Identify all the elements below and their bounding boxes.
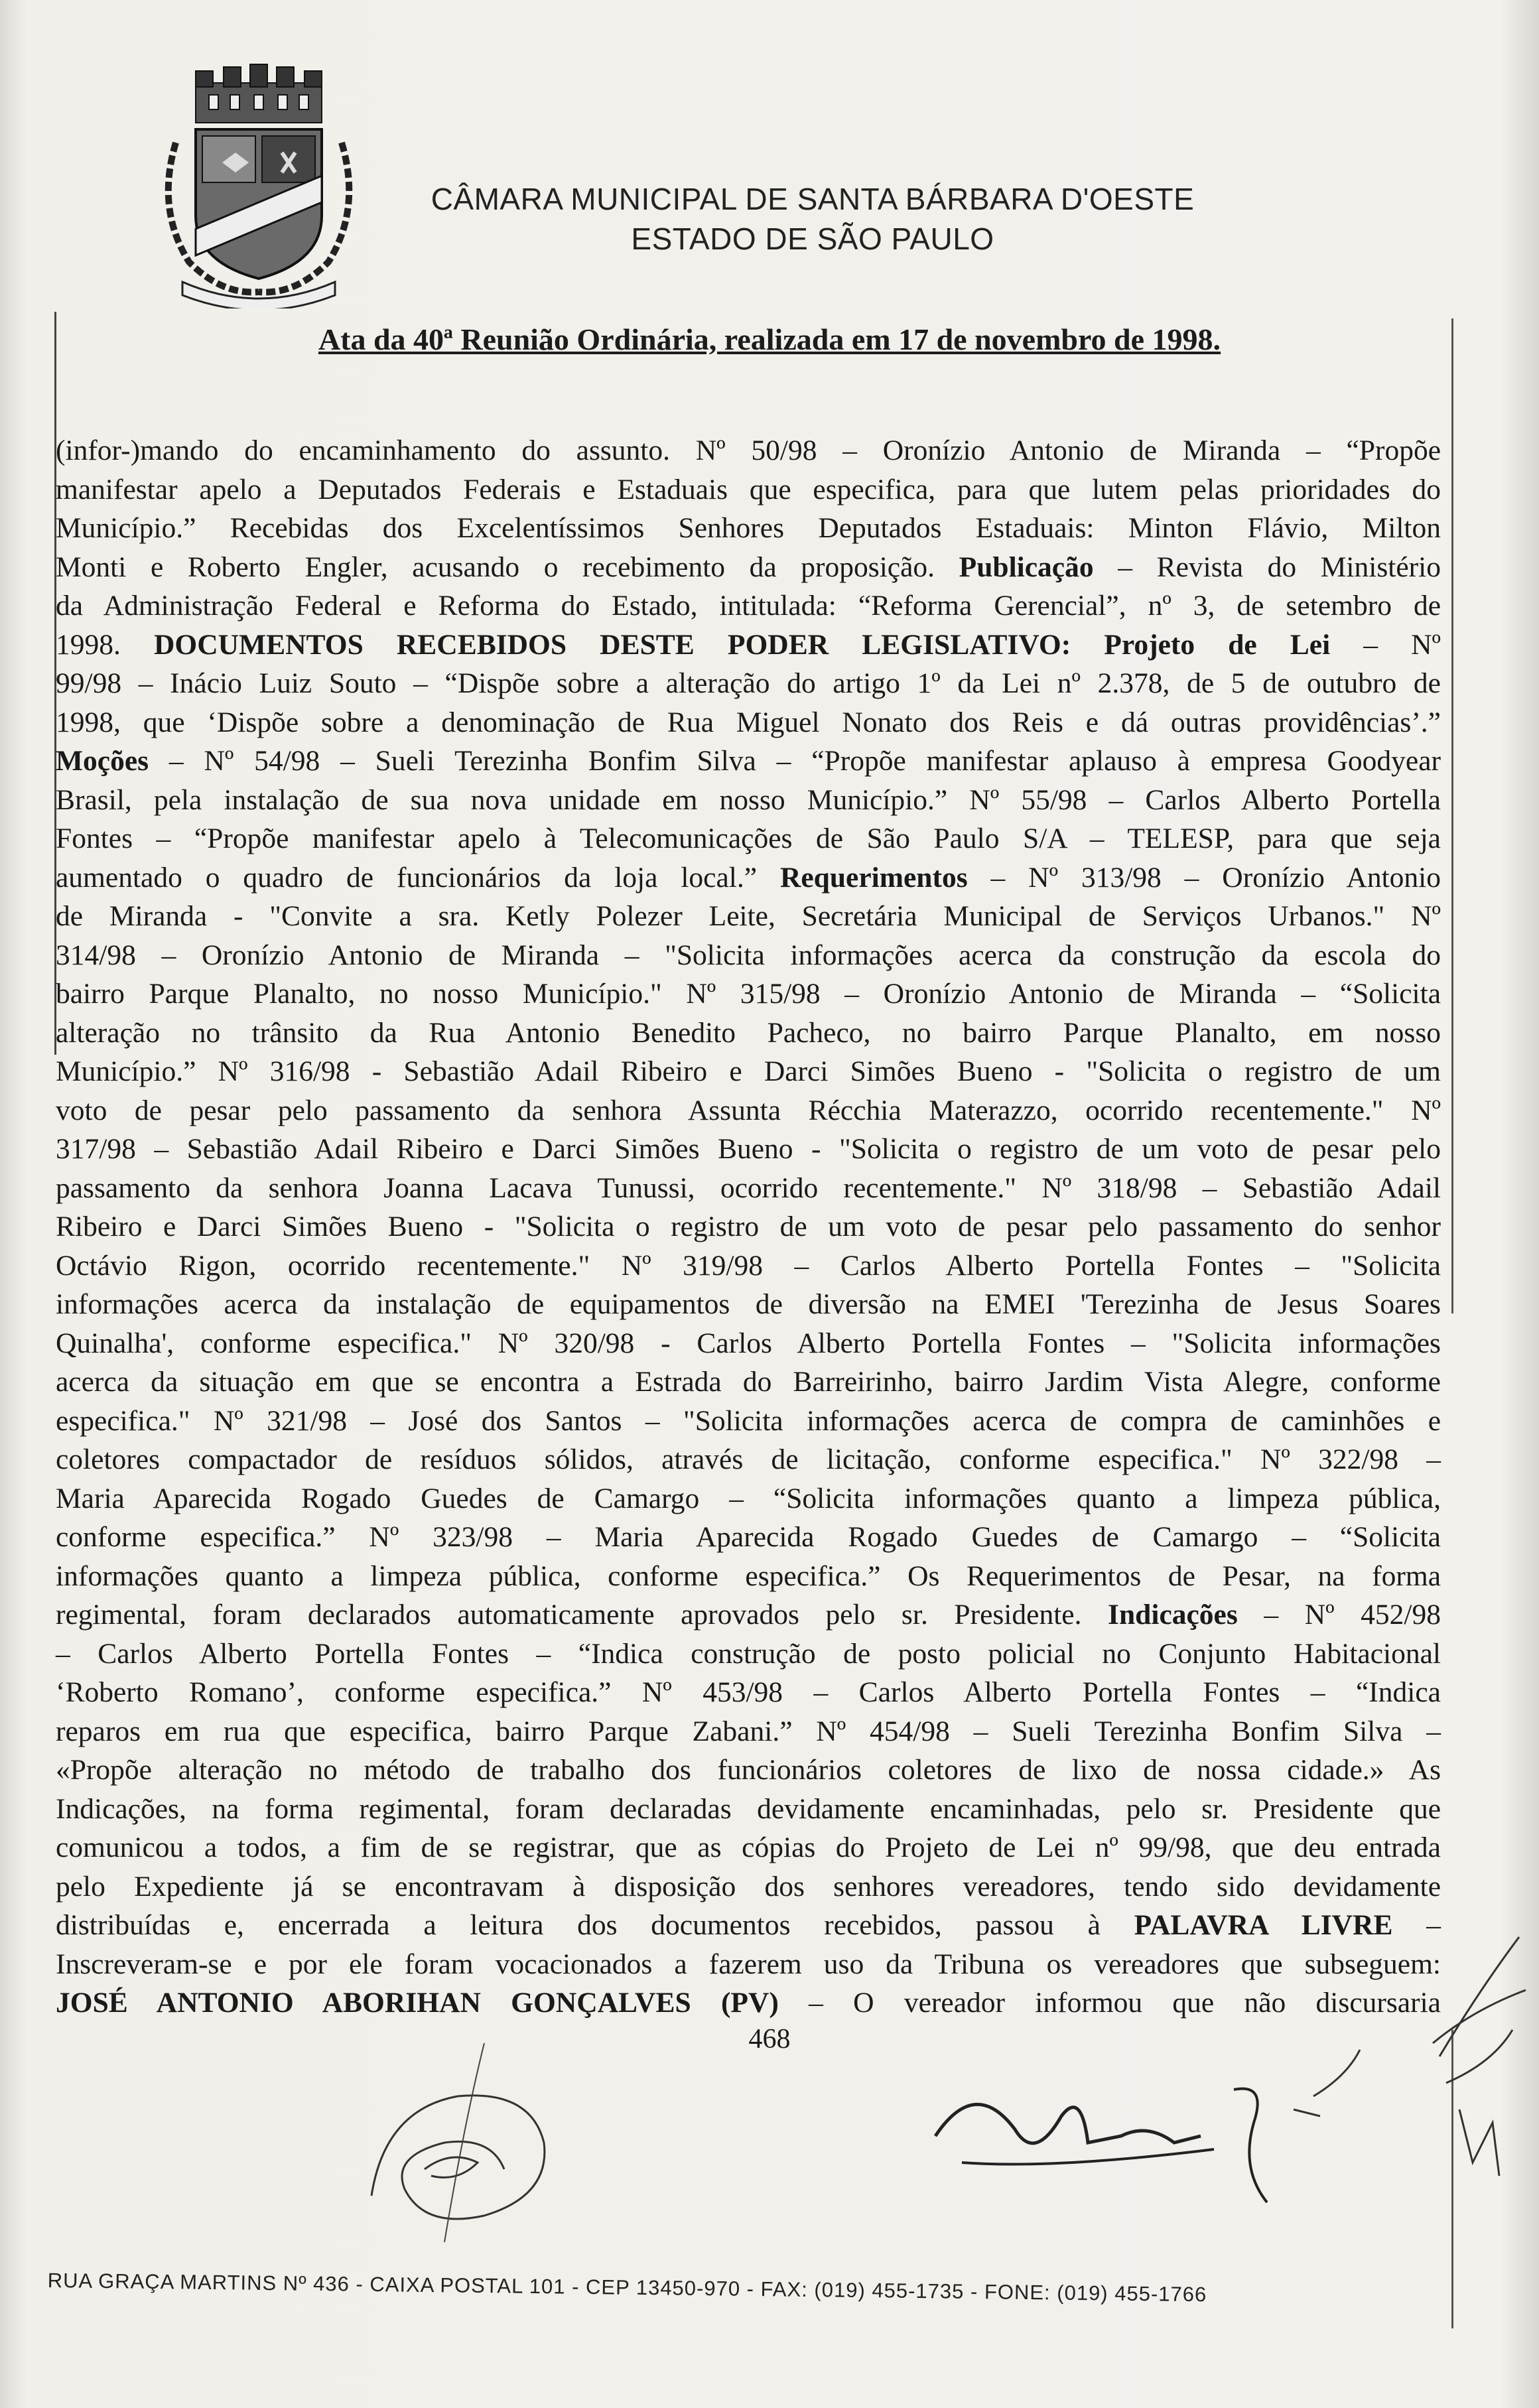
signature-2 [922,2037,1373,2222]
text-segment: – Nº 54/98 – Sueli Terezinha Bonfim Silva – “Propõe manifestar aplauso à empresa Goodyear [149,745,1441,777]
text-line [56,1635,1441,1674]
signature-1 [345,2030,624,2249]
text-line [56,1479,1441,1518]
signature-3 [1420,1910,1539,2189]
text-segment: Octávio Rigon, ocorrido recentemente." Nº 319/98 – Carlos Alberto Portella Fontes – "Solicita [56,1249,1441,1282]
text-segment: especifica." Nº 321/98 – José dos Santos – "Solicita informações acerca de compra de caminhões e [56,1404,1441,1437]
text-segment: Município.” Nº 316/98 - Sebastião Adail Ribeiro e Darci Simões Bueno - "Solicita o registro de um [56,1055,1441,1087]
bold-heading: Publicação [959,551,1094,583]
text-segment: Fontes – “Propõe manifestar apelo à Telecomunicações de São Paulo S/A – TELESP, para que seja [56,823,1441,854]
text-segment: Inscreveram-se e por ele foram vocacionados a fazerem uso da Tribuna os vereadores que subseguem: [56,1948,1441,1980]
text-segment: informações quanto a limpeza pública, conforme especifica.” Os Requerimentos de Pesar, na forma [56,1560,1441,1592]
bold-heading: Requerimentos [779,861,968,894]
text-segment: distribuídas e, encerrada a leitura dos documentos recebidos, passou à [56,1909,1134,1941]
text-line [56,1945,1441,1984]
text-segment: de Miranda - "Convite a sra. Ketly Polezer Leite, Secretária Municipal de Serviços Urbanos." Nº [56,900,1441,932]
coat-of-arms-emblem [149,63,368,308]
text-segment: coletores compactador de resíduos sólidos, através de licitação, conforme especifica." Nº 322/98 – [56,1443,1441,1475]
text-segment: «Propõe alteração no método de trabalho dos funcionários coletores de lixo de nossa cidade.» As [56,1754,1441,1786]
bold-heading: PALAVRA LIVRE [1134,1909,1393,1941]
text-line [56,897,1441,936]
text-line [56,1130,1441,1169]
text-line [56,1906,1441,1945]
text-segment: conforme especifica.” Nº 323/98 – Maria Aparecida Rogado Guedes de Camargo – “Solicita [56,1521,1441,1553]
text-segment: comunicou a todos, a fim de se registrar, que as cópias do Projeto de Lei nº 99/98, que deu entrada [56,1832,1441,1863]
text-line [56,1518,1441,1557]
text-line [56,974,1441,1014]
text-segment: 99/98 – Inácio Luiz Souto – “Dispõe sobre a alteração do artigo 1º da Lei nº 2.378, de 5 de outubro de [56,667,1441,699]
text-segment: Monti e Roberto Engler, acusando o recebimento da proposição. [56,551,959,583]
text-line [56,1363,1441,1402]
text-line [56,1402,1441,1441]
footer-address: RUA GRAÇA MARTINS Nº 436 - CAIXA POSTAL 101 - CEP 13450-970 - FAX: (019) 455-1735 - FONE: (019) 455-1766 [47,2269,1207,2307]
text-line [56,548,1441,587]
text-segment: – [1392,1909,1441,1941]
text-segment: Indicações, na forma regimental, foram declaradas devidamente encaminhadas, pelo sr. Presidente que [56,1792,1441,1825]
text-line [56,1207,1441,1246]
text-segment: manifestar apelo a Deputados Federais e Estaduais que especifica, para que lutem pelas prioridades do [56,473,1441,505]
text-segment: Maria Aparecida Rogado Guedes de Camargo – “Solicita informações quanto a limpeza pública, [56,1482,1441,1514]
text-line [56,431,1441,470]
text-segment: 1998, que ‘Dispõe sobre a denominação de Rua Miguel Nonato dos Reis e dá outras providências’.” [56,706,1441,738]
text-line [56,781,1441,820]
text-line [56,1673,1441,1712]
text-line [56,1169,1441,1208]
text-segment: – Carlos Alberto Portella Fontes – “Indica construção de posto policial no Conjunto Habitacional [56,1637,1441,1670]
text-segment: regimental, foram declarados automaticamente aprovados pelo sr. Presidente. [56,1599,1108,1631]
text-line [56,1440,1441,1479]
text-line [56,742,1441,781]
text-segment: Brasil, pela instalação de sua nova unidade em nosso Município.” Nº 55/98 – Carlos Alberto Portella [56,783,1441,816]
text-line [56,1867,1441,1906]
text-line [56,1246,1441,1286]
text-segment: – Revista do Ministério [1093,551,1441,583]
minutes-body-text [56,431,1441,2023]
text-segment: informações acerca da instalação de equipamentos de diversão na EMEI 'Terezinha de Jesus Soares [56,1288,1441,1320]
text-line [56,1790,1441,1829]
text-line [56,1595,1441,1635]
margin-rule-right [1451,318,1453,1313]
header-line-1: CÂMARA MUNICIPAL DE SANTA BÁRBARA D'OESTE [431,182,1195,216]
text-line [56,936,1441,975]
text-segment: (infor-)mando do encaminhamento do assunto. Nº 50/98 – Oronízio Antonio de Miranda – “Propõe [56,435,1441,466]
text-segment: Município.” Recebidas dos Excelentíssimos Senhores Deputados Estaduais: Minton Flávio, Milton [56,512,1441,544]
text-line [56,1324,1441,1363]
text-segment: ‘Roberto Romano’, conforme especifica.” Nº 453/98 – Carlos Alberto Portella Fontes – “Indica [56,1676,1441,1708]
text-segment: passamento da senhora Joanna Lacava Tunussi, ocorrido recentemente." Nº 318/98 – Sebastião Adail [56,1171,1441,1204]
text-line [56,703,1441,742]
text-segment: aumentado o quadro de funcionários da loja local.” [56,861,780,894]
text-segment: – Nº 313/98 – Oronízio Antonio [967,861,1441,894]
text-segment: 317/98 – Sebastião Adail Ribeiro e Darci Simões Bueno - "Solicita o registro de um voto de pesar pelo [56,1133,1441,1165]
text-line [56,1557,1441,1596]
bold-heading: DOCUMENTOS RECEBIDOS DESTE PODER LEGISLATIVO: Projeto de Lei [153,628,1331,661]
text-line [56,509,1441,548]
text-segment: Quinalha', conforme especifica." Nº 320/98 - Carlos Alberto Portella Fontes – "Solicita informações [56,1327,1441,1359]
text-segment: Ribeiro e Darci Simões Bueno - "Solicita o registro de um voto de pesar pelo passamento do senhor [56,1211,1441,1242]
text-line [56,1712,1441,1751]
text-line [56,1285,1441,1324]
text-line [56,1091,1441,1130]
text-segment: – Nº 452/98 [1237,1599,1441,1631]
text-line [56,1751,1441,1790]
text-segment: reparos em rua que especifica, bairro Parque Zabani.” Nº 454/98 – Sueli Terezinha Bonfim Silva – [56,1715,1441,1747]
text-segment: acerca da situação em que se encontra a Estrada do Barreirinho, bairro Jardim Vista Alegre, conforme [56,1366,1441,1398]
text-segment: – O vereador informou que não discursaria [778,1987,1441,2019]
header-line-2: ESTADO DE SÃO PAULO [631,222,994,256]
bold-heading: Indicações [1108,1599,1238,1631]
text-segment: bairro Parque Planalto, no nosso Município." Nº 315/98 – Oronízio Antonio de Miranda – “Solicita [56,978,1441,1010]
text-line [56,470,1441,509]
text-line [56,819,1441,858]
text-line [56,626,1441,665]
text-line [56,664,1441,703]
institution-header [398,179,1227,259]
text-segment: 1998. [56,628,154,661]
text-line [56,586,1441,626]
page-number: 468 [748,2024,791,2054]
minutes-title: Ata da 40ª Reunião Ordinária, realizada em 17 de novembro de 1998. [318,322,1221,356]
text-line [56,858,1441,898]
bold-heading: Moções [56,745,149,777]
text-segment: 314/98 – Oronízio Antonio de Miranda – "Solicita informações acerca da construção da escola do [56,939,1441,971]
text-segment: alteração no trânsito da Rua Antonio Benedito Pacheco, no bairro Parque Planalto, em nosso [56,1016,1441,1049]
text-line [56,1983,1441,2023]
text-line [56,1052,1441,1091]
text-segment: – Nº [1330,628,1441,661]
text-line [56,1828,1441,1867]
text-segment: da Administração Federal e Reforma do Estado, intitulada: “Reforma Gerencial”, nº 3, de setembro de [56,590,1441,622]
bold-heading: JOSÉ ANTONIO ABORIHAN GONÇALVES (PV) [56,1987,779,2019]
text-line [56,1014,1441,1053]
text-segment: pelo Expediente já se encontravam à disposição dos senhores vereadores, tendo sido devidamente [56,1870,1441,1903]
text-segment: voto de pesar pelo passamento da senhora Assunta Récchia Materazzo, ocorrido recentemente." Nº [56,1094,1441,1126]
